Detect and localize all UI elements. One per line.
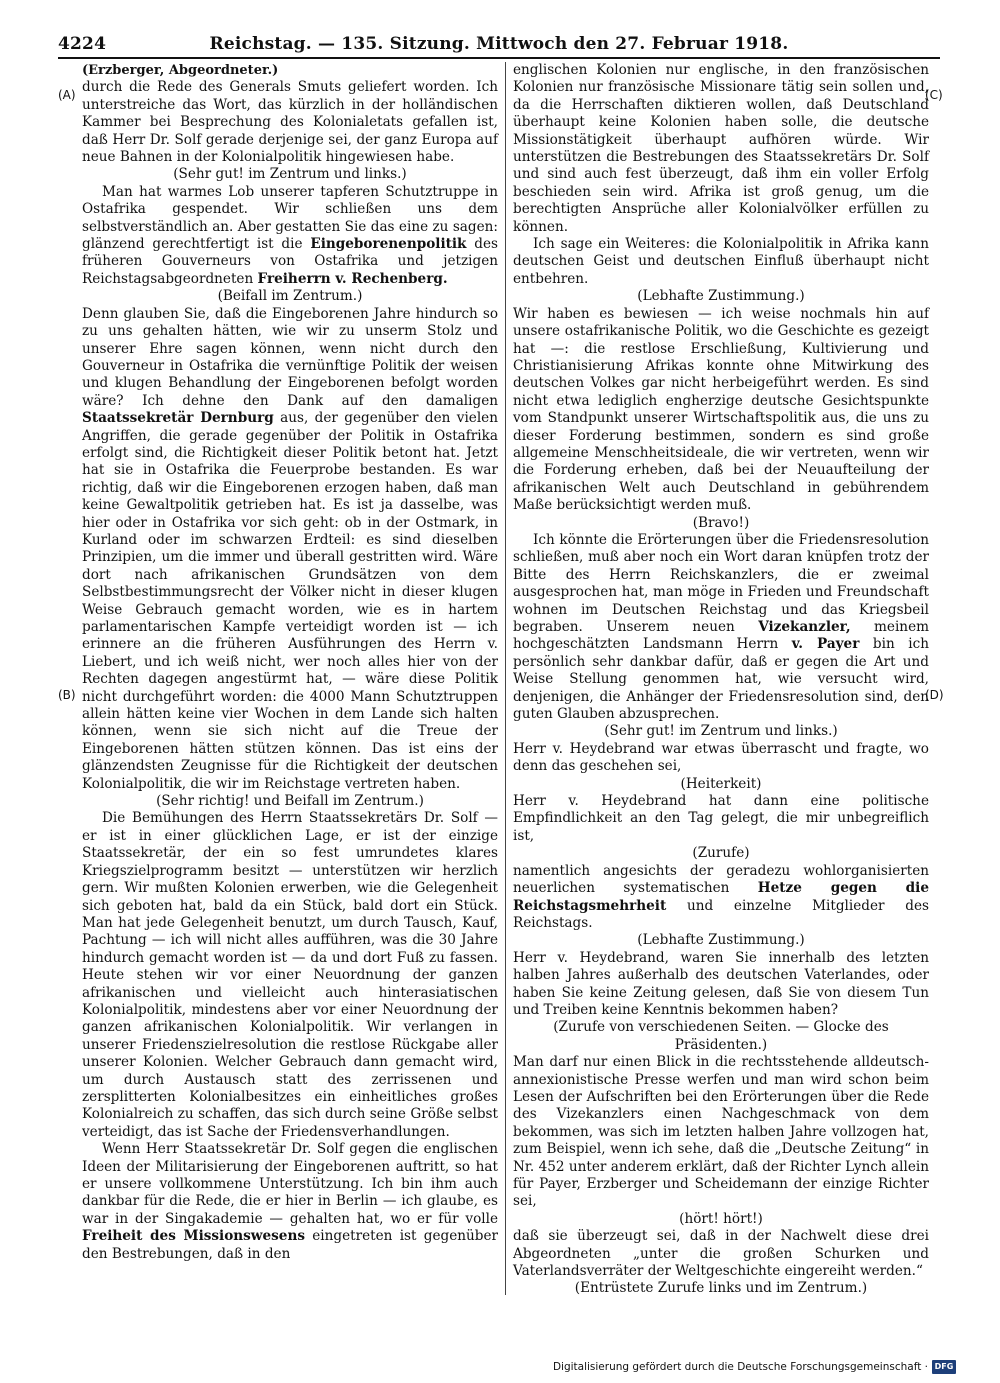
paragraph: namentlich angesichts der geradezu wohlorganisierten neuerlichen systematischen Hetze gegen die Reichstagsmehrheit und einzelne Mitglieder des Reichstags. (513, 862, 929, 931)
credit-text: Digitalisierung gefördert durch die Deutsche Forschungsgemeinschaft · (552, 1361, 928, 1373)
bold-term: Staatssekretär Dernburg (82, 410, 274, 427)
page-header (58, 33, 940, 59)
interjection: (Sehr richtig! und Beifall im Zentrum.) (156, 793, 424, 810)
interjection: (Entrüstete Zurufe links und im Zentrum.) (574, 1280, 868, 1297)
bold-term: Hetze gegen die Reichstagsmehrheit (513, 880, 929, 914)
paragraph: Ich könnte die Erörterungen über die Friedensresolution schließen, muß aber noch ein Wort daran knüpfen trotz der Bitte des Herrn Reichskanzlers, die er zweimal ausgesprochen hat, man möge in Frieden und Freundschaft wohnen im Deutschen Reichstag und das Kriegsbeil begraben. Unserem neuen Vizekanzler, meinem hochgeschätzten Landsmann Herrn v. Payer bin ich persönlich sehr dankbar dafür, daß er gegen die Art und Weise Stellung genommen hat, wie versucht wird, denjenigen, die Anhänger der Friedensresolution sind, den guten Glauben abzusprechen. (513, 531, 930, 723)
bold-term: Freiheit des Missionswesens (82, 1228, 305, 1245)
dfg-logo: DFG (932, 1360, 956, 1374)
interjection: (Zurufe von verschiedenen Seiten. — Glocke des Präsidenten.) (553, 1019, 889, 1053)
paragraph: Herr v. Heydebrand hat dann eine politische Empfindlichkeit an den Tag gelegt, die mir unbegreiflich ist, (513, 793, 929, 844)
interjection: (Sehr gut! im Zentrum und links.) (173, 166, 407, 183)
paragraph: Denn glauben Sie, daß die Eingeborenen Jahre hindurch so zu uns gehalten hätten, wie wir zu unserm Stolz und unserer Ehre sagen können, wenn nicht durch den Gouverneur in Ostafrika die vernünftige Politik der weisen und klugen Behandlung der Eingeborenen befolgt worden wäre? Ich dehne den Dank auf den damaligen Staatssekretär Dernburg aus, der gegenüber den vielen Angriffen, die gerade gegenüber der Politik in Ostafrika erfolgt sind, die Richtigkeit dieser Politik betont hat. Jetzt hat sie in Ostafrika die Feuerprobe bestanden. Es war richtig, daß wir die Eingeborenen erzogen haben, daß man keine Gewaltpolitik getrieben hat. Es ist ja dasselbe, was hier oder in Ostafrika vor sich geht: ob in der Ostmark, in Kurland oder im schwarzen Erdteil: es sind dieselben Prinzipien, um die immer und überall gestritten wird. Wäre dort nach afrikanischen Grundsätzen von dem Selbstbestimmungsrecht der Völker nicht in dieser klugen Weise Gebrauch gemacht worden, wie es in hartem parlamentarischen Kampfe verteidigt worden ist — ich erinnere an die früheren Ausführungen des Herrn v. Liebert, und ich weiß nicht, wer noch alles hier von der Rechten dagegen angestürmt hat, — wäre diese Politik nicht durchgeführt worden: die 4000 Mann Schutztruppen allein hätten keine vier Wochen in dem Lande sich halten können, wenn sie sich nicht auf die Treue der Eingeborenen hätten stützen können. Das ist eins der glänzendsten Zeugnisse für die Richtigkeit der deutschen Kolonialpolitik, die wir im Reichstage vertreten haben. (82, 305, 498, 792)
interjection: (Sehr gut! im Zentrum und links.) (604, 723, 838, 740)
left-column (82, 62, 498, 1263)
paragraph: durch die Rede des Generals Smuts geliefert worden. Ich unterstreiche das Wort, das kürzlich in der holländischen Kammer bei Besprechung des Kolonialetats gefallen ist, daß Herr Dr. Solf gerade derjenige sei, der ganz Europa auf neue Bahnen in der Kolonialpolitik hingewiesen habe. (82, 79, 498, 166)
interjection: (Lebhafte Zustimmung.) (637, 932, 805, 949)
page-number: 4224 (58, 34, 107, 54)
paragraph: Man hat warmes Lob unserer tapferen Schutztruppe in Ostafrika gespendet. Wir schließen uns dem selbstverständlich an. Aber gestatten Sie das eine zu sagen: glänzend gerechtfertigt ist die Eingeborenenpolitik des früheren Gouverneurs von Ostafrika und jetzigen Reichstagsabgeordneten Freiherrn v. Rechenberg. (82, 183, 498, 287)
margin-marker-c: (C) (925, 88, 943, 102)
margin-marker-a: (A) (58, 88, 76, 102)
speaker-note: (Erzberger, Abgeordneter.) (82, 63, 279, 78)
digitization-credit (553, 1359, 956, 1375)
paragraph: Herr v. Heydebrand war etwas überrascht und fragte, wo denn das geschehen sei, (513, 740, 929, 775)
margin-marker-d: (D) (925, 688, 944, 702)
bold-term: v. Payer (791, 636, 860, 653)
paragraph: Man darf nur einen Blick in die rechtsstehende alldeutsch-annexionistische Presse werfen und man wird schon beim Lesen der Aufschriften bei den Erörterungen über die Rede des Vizekanzlers einen Nachgeschmack von dem bekommen, was sich im letzten halben Jahre vollzogen hat, zum Beispiel, wenn ich sehe, daß die „Deutsche Zeitung“ in Nr. 452 unter anderem erklärt, daß der Richter Lynch allein für Payer, Erzberger und Scheidemann der einzige Richter sei, (513, 1054, 929, 1210)
interjection: (Lebhafte Zustimmung.) (637, 288, 805, 305)
interjection: (Beifall im Zentrum.) (217, 288, 363, 305)
interjection: (Zurufe) (692, 845, 750, 862)
paragraph: Die Bemühungen des Herrn Staatssekretärs Dr. Solf — er ist in einer glücklichen Lage, er ist der einzige Staatssekretär, der ein so fest umrundetes klares Kriegszielprogramm besitzt — unterstützen wir herzlich gern. Wir mußten Kolonien erwerben, wie die Gelegenheit sich geboten hat, bald da ein Stück, bald dort ein Stück. Man hat jede Gelegenheit benutzt, um durch Tausch, Kauf, Pachtung — ich will nicht alles aufführen, was die 30 Jahre hindurch gemacht worden ist — da und dort Fuß zu fassen. Heute stehen wir vor einer Neuordnung der ganzen afrikanischen und vielleicht auch hinterasiatischen Kolonialpolitik, mindestens aber vor einer Neuordnung der ganzen afrikanischen Kolonialpolitik. Wir verlangen in unserer Friedenszielresolution die restlose Rückgabe aller unserer Kolonien. Welcher Gebrauch dann gemacht wird, um durch Austausch statt des zerrissenen und zersplitterten Kolonialbesitzes ein einheitliches großes Kolonialreich zu schaffen, das sich durch seine Größe selbst verteidigt, das ist Sache der Friedensverhandlungen. (82, 810, 498, 1140)
bold-term: Eingeborenenpolitik (310, 236, 467, 253)
right-column (513, 62, 929, 1298)
column-divider (505, 62, 506, 1295)
paragraph: Ich sage ein Weiteres: die Kolonialpolitik in Afrika kann deutschen Geist und deutschen Einfluß überhaupt nicht entbehren. (513, 236, 929, 287)
margin-marker-b: (B) (58, 688, 76, 702)
bold-term: Vizekanzler, (758, 619, 851, 635)
paragraph: englischen Kolonien nur englische, in den französischen Kolonien nur französische Missionare tätig sein sollen und, da die Herrschaften diktieren wollen, daß Deutschland überhaupt keine Kolonien haben solle, die deutsche Missionstätigkeit überhaupt aufhören würde. Wir unterstützen die Bestrebungen des Staatssekretärs Dr. Solf und sind auch fest überzeugt, daß ihm ein voller Erfolg beschieden sein wird. Afrika ist groß genug, um die berechtigten Ansprüche aller Kolonialvölker erfüllen zu können. (513, 62, 929, 235)
interjection: (hört! hört!) (679, 1210, 763, 1227)
paragraph: Wir haben es bewiesen — ich weise nochmals hin auf unsere ostafrikanische Politik, wo die Geschichte es gezeigt hat —: die restlose Erschließung, Kultivierung und Christianisierung Afrikas konnte ohne Mitwirkung des deutschen Volkes gar nicht herbeigeführt werden. Es sind nicht etwa lediglich engherzige deutsche Gesichtspunkte vom Standpunkt unserer Wirtschaftspolitik aus, die uns zu dieser Forderung bestimmen, sondern es sind große allgemeine Menschheitsideale, die wir vertreten, wenn wir die Forderung erheben, daß bei der Neuaufteilung der afrikanischen Welt auch Deutschland in gebührendem Maße berücksichtigt werden muß. (513, 305, 929, 514)
paragraph: Wenn Herr Staatssekretär Dr. Solf gegen die englischen Ideen der Militarisierung der Eingeborenen auftritt, so hat er unsere vollkommene Unterstützung. Ich bin ihm auch dankbar für die Rede, die er hier in Berlin — ich glaube, es war in der Singakademie — gehalten hat, wo er für volle Freiheit des Missionswesens eingetreten ist gegenüber den Bestrebungen, daß in den (82, 1141, 498, 1262)
running-title: Reichstag. — 135. Sitzung. Mittwoch den 27. Februar 1918. (209, 34, 789, 54)
interjection: (Bravo!) (692, 514, 750, 531)
header-rule (58, 57, 940, 59)
paragraph: daß sie überzeugt sei, daß in der Nachwelt diese drei Abgeordneten „unter die großen Schurken und Vaterlandsverräter der Weltgeschichte eingereiht werden.“ (513, 1228, 929, 1280)
bold-term: Freiherrn v. Rechenberg. (257, 270, 448, 287)
interjection: (Heiterkeit) (680, 775, 762, 792)
paragraph: Herr v. Heydebrand, waren Sie innerhalb des letzten halben Jahres außerhalb des deutschen Vaterlandes, oder haben Sie keine Zeitung gelesen, daß Sie von diesem Tun und Treiben keine Kenntnis bekommen haben? (513, 949, 929, 1018)
